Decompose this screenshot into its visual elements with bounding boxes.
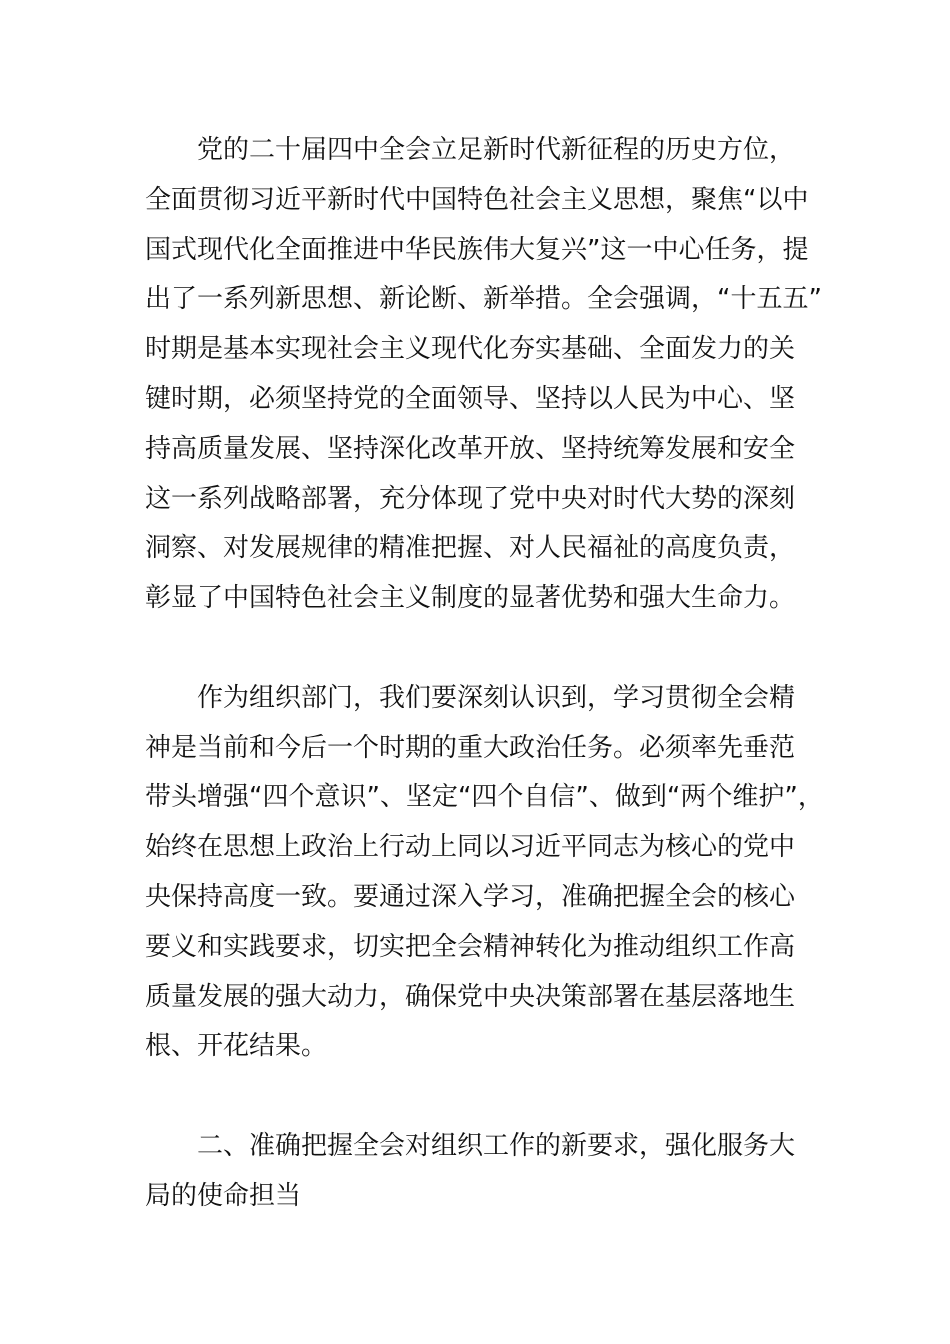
- paragraph-organization-department: [145, 674, 824, 1072]
- paragraph-gap: [145, 624, 807, 674]
- text-line: 二、准确把握全会对组织工作的新要求，强化服务大: [197, 1130, 796, 1161]
- text-line: 局的使命担当: [145, 1180, 302, 1211]
- text-line: 作为组织部门，我们要深刻认识到，学习贯彻全会精: [197, 682, 796, 713]
- paragraph-gap: [145, 1072, 807, 1122]
- text-line: 党的二十届四中全会立足新时代新征程的历史方位，: [197, 135, 796, 165]
- text-line: 带头增强“四个意识”、坚定“四个自信”、做到“两个维护”，: [145, 782, 824, 813]
- document-body: [145, 126, 824, 1222]
- text-line: 全面贯彻习近平新时代中国特色社会主义思想，聚焦“以中: [145, 184, 809, 215]
- text-line: 持高质量发展、坚持深化改革开放、坚持统筹发展和安全: [145, 433, 796, 464]
- text-line: 神是当前和今后一个时期的重大政治任务。必须率先垂范: [145, 732, 796, 763]
- text-line: 质量发展的强大动力，确保党中央决策部署在基层落地生: [145, 981, 796, 1012]
- text-line: 央保持高度一致。要通过深入学习，准确把握全会的核心: [145, 881, 796, 912]
- text-line: 这一系列战略部署，充分体现了党中央对时代大势的深刻: [145, 483, 796, 514]
- text-line: 键时期，必须坚持党的全面领导、坚持以人民为中心、坚: [145, 383, 796, 414]
- text-line: 洞察、对发展规律的精准把握、对人民福祉的高度负责，: [145, 533, 796, 564]
- text-line: 根、开花结果。: [145, 1031, 328, 1062]
- section-heading: [145, 1122, 807, 1222]
- text-line: 始终在思想上政治上行动上同以习近平同志为核心的党中: [145, 832, 796, 863]
- text-line: 国式现代化全面推进中华民族伟大复兴”这一中心任务，提: [145, 234, 809, 265]
- paragraph-plenum-significance: [145, 126, 822, 624]
- text-line: 出了一系列新思想、新论断、新举措。全会强调，“十五五”: [145, 284, 822, 315]
- text-line: 要义和实践要求，切实把全会精神转化为推动组织工作高: [145, 931, 796, 962]
- text-line: 彰显了中国特色社会主义制度的显著优势和强大生命力。: [145, 583, 796, 614]
- text-line: 时期是基本实现社会主义现代化夯实基础、全面发力的关: [145, 334, 796, 365]
